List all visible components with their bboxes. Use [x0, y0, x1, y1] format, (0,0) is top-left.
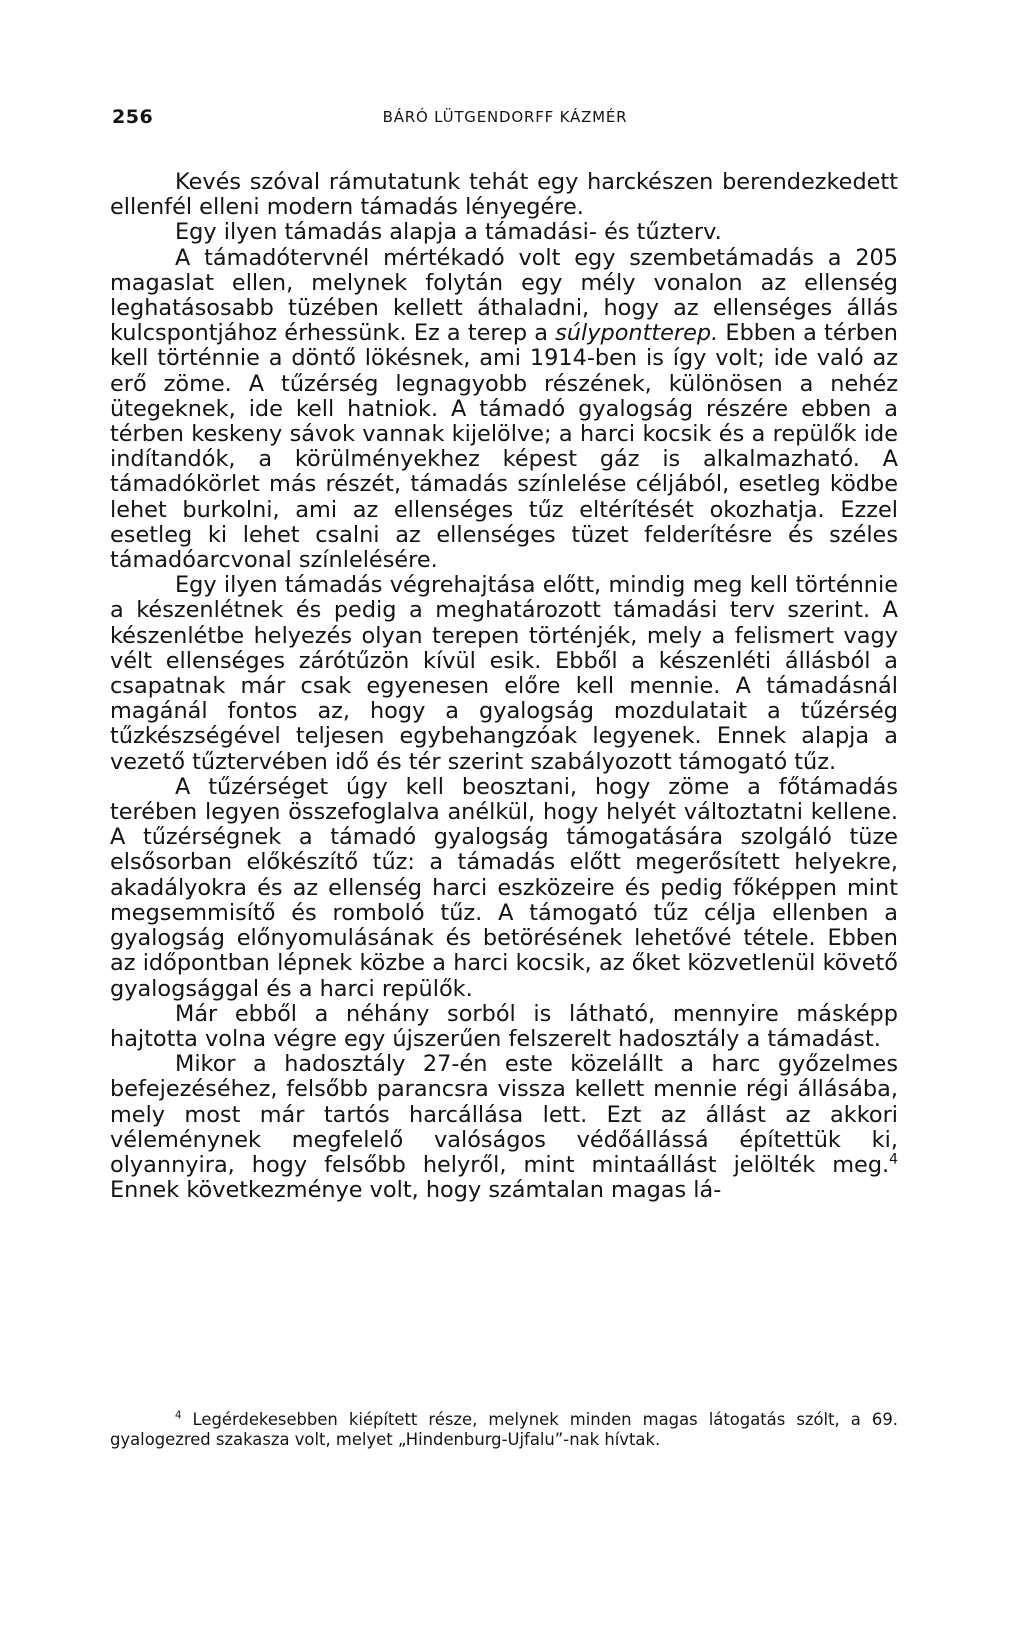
paragraph: Egy ilyen támadás alapja a támadási- és tűzterv.	[175, 219, 722, 246]
paragraph: Már ebből a néhány sorból is látható, mennyire másképp hajtotta volna végre egy újszerűen felszerelt hadosztály a támadást.	[110, 1000, 898, 1052]
paragraph	[110, 1052, 898, 1203]
footnote-reference: 4	[889, 1151, 898, 1168]
footnote-marker: 4	[175, 1410, 182, 1422]
italic-term: súlypontterep.	[555, 320, 719, 347]
footnote	[110, 1410, 898, 1449]
paragraph	[110, 246, 898, 574]
footnotes	[110, 1410, 898, 1449]
page-number: 256	[112, 106, 154, 128]
running-header	[112, 106, 898, 132]
body-text	[110, 170, 898, 1203]
paragraph: A tűzérséget úgy kell beosztani, hogy zöme a főtámadás terében legyen összefoglalva anélkül, hogy helyét változtatni kellene. A tűzérségnek a támadó gyalogság támogatására szolgáló tüze elsősorban előkészítő tűz: a támadás előtt megerősített helyekre, akadályokra és az ellenség harci eszközeire és pedig főképpen mint megsemmisítő és romboló tűz. A támogató tűz célja ellenben a gyalogság előnyomulásának és betörésének lehetővé tétele. Ebben az időpontban lépnek közbe a harci kocsik, az őket közvetlenül követő gyalogsággal és a harci repülők.	[110, 773, 898, 1002]
paragraph-text: A támadótervnél mértékadó volt egy szembetámadás a 205 magaslat ellen, melynek folytán egy mély vonalon az ellenség leghatásosabb tüzében kellett áthaladni, hogy az ellenséges állás kulcspontjához érhessünk. Ez a terep a	[110, 244, 898, 347]
running-title: BÁRÓ LÜTGENDORFF KÁZMÉR	[382, 108, 628, 126]
paragraph-text: Mikor a hadosztály 27-én este közelállt a harc győzelmes befejezéséhez, felsőbb parancsra vissza kellett mennie régi állásába, mely most már tartós harcállása lett. Ezt az állást az akkori véleménynek megfelelő valóságos védőállássá építettük ki, olyannyira, hogy felsőbb helyről, mint mintaállást jelölték meg.	[110, 1051, 898, 1178]
paragraph-text: Ebben a térben kell történnie a döntő lökésnek, ami 1914-ben is így volt; ide való az erő zöme. A tűzérség legnagyobb részének, különösen a nehéz ütegeknek, ide kell hatniok. A támadó gyalogság részére ebben a térben keskeny sávok vannak kijelölve; a harci kocsik és a repülők ide indítandók, a körülményekhez képest gáz is alkalmazható. A támadókörlet más részét, támadás színlelése céljából, esetleg ködbe lehet burkolni, ami az ellenséges tűz eltérítését okozhatja. Ezzel esetleg ki lehet csalni az ellenséges tüzet felderítésre és széles támadóarcvonal színlelésére.	[110, 320, 898, 574]
paragraph: Kevés szóval rámutatunk tehát egy harckészen berendezkedett ellenfél elleni modern támadás lényegére.	[110, 169, 898, 221]
paragraph-text: Ennek következménye volt, hogy számtalan magas lá-	[110, 1177, 722, 1204]
footnote-text: Legérdekesebben kiépített része, melynek minden magas látogatás szólt, a 69. gyalogezred szakasza volt, melyet „Hindenburg-Ujfalu”-nak hívtak.	[110, 1410, 898, 1449]
paragraph: Egy ilyen támadás végrehajtása előtt, mindig meg kell történnie a készenlétnek és pedig a meghatározott támadási terv szerint. A készenlétbe helyezés olyan terepen történjék, mely a felismert vagy vélt ellenséges zárótűzön kívül esik. Ebből a készenléti állásból a csapatnak már csak egyenesen előre kell mennie. A támadásnál magánál fontos az, hogy a gyalogság mozdulatait a tűzérség tűzkészségével teljesen egybehangzóak legyenek. Ennek alapja a vezető tűztervében idő és tér szerint szabályozott támogató tűz.	[110, 572, 898, 775]
